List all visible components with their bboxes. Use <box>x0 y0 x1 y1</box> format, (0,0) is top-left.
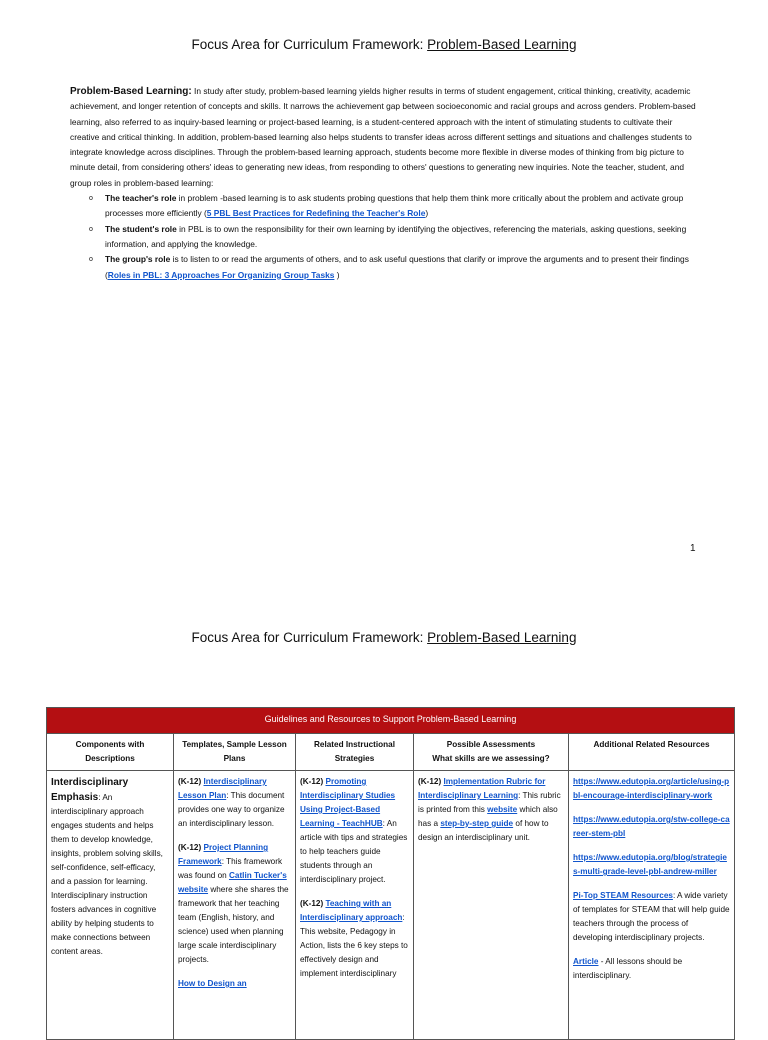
component-cell <box>47 771 174 1040</box>
resource-entry <box>573 813 730 841</box>
strategies-cell <box>296 771 414 1040</box>
pi-top-link[interactable]: Pi-Top STEAM Resources <box>573 891 673 900</box>
entry-text: : This rubric is printed from this <box>418 791 561 814</box>
title-topic: Problem-Based Learning <box>427 37 577 52</box>
intro-lead: Problem-Based Learning: <box>70 86 192 97</box>
component-title: Interdisciplinary Emphasis <box>51 777 129 803</box>
group-roles-link[interactable]: Roles in PBL: 3 Approaches For Organizing Group Tasks <box>107 269 335 280</box>
design-link[interactable]: How to Design an <box>178 979 247 988</box>
entry-text: : This website, Pedagogy in Action, lists the 6 key steps to effectively design and implement interdisciplinary <box>300 913 408 978</box>
page-title <box>0 37 768 52</box>
role-title: The student's role <box>105 223 177 234</box>
teacher-role-link[interactable]: 5 PBL Best Practices for Redefining the Teacher's Role <box>206 208 426 219</box>
role-after: ) <box>425 208 429 219</box>
edutopia-link-2[interactable]: https://www.edutopia.org/stw-college-career-stem-pbl <box>573 815 730 838</box>
entry-text: of how to design an interdisciplinary unit. <box>418 819 549 842</box>
teachhub-link[interactable]: Promoting Interdisciplinary Studies Using Project-Based Learning - TeachHUB <box>300 777 396 828</box>
entry-text: which also has a <box>418 805 558 828</box>
resources-cell <box>569 771 735 1040</box>
column-header: Templates, Sample Lesson Plans <box>174 734 296 771</box>
assessments-cell <box>414 771 569 1040</box>
edutopia-link-3[interactable]: https://www.edutopia.org/blog/strategies-multi-grade-level-pbl-andrew-miller <box>573 853 727 876</box>
resource-entry <box>573 775 730 803</box>
templates-cell <box>174 771 296 1040</box>
catlin-tucker-link[interactable]: Catlin Tucker's website <box>178 871 287 894</box>
strategy-entry <box>300 775 409 887</box>
intro-section <box>70 84 700 283</box>
role-after: ) <box>334 269 340 280</box>
role-list <box>70 191 700 283</box>
lesson-plan-link[interactable]: Interdisciplinary Lesson Plan <box>178 777 267 800</box>
role-title: The group's role <box>105 254 171 265</box>
resource-entry <box>573 955 730 983</box>
role-title: The teacher's role <box>105 193 177 204</box>
bullet-icon: o <box>89 256 93 264</box>
page-number: 1 <box>690 543 696 554</box>
role-text: in PBL is to own the responsibility for their own learning by identifying the objectives, referencing the materials, asking questions, seeking information, and applying the knowledge. <box>105 223 687 249</box>
component-text: : An interdisciplinary approach engages students and helps them to develop knowledge, insights, problem solving skills, self-confidence, self-efficacy, and a passion for learning. Interdisciplinary instruction fosters advances in cognitive ability by helping students to make connections between content areas. <box>51 793 163 956</box>
title-prefix: Focus Area for Curriculum Framework: <box>191 630 428 645</box>
list-item <box>70 191 700 222</box>
resource-entry <box>573 851 730 879</box>
website-link[interactable]: website <box>487 805 518 814</box>
table-row <box>47 771 735 1040</box>
page-title <box>0 630 768 645</box>
pedagogy-link[interactable]: Teaching with an Interdisciplinary approach <box>300 899 403 922</box>
column-header: Related Instructional Strategies <box>296 734 414 771</box>
table-banner: Guidelines and Resources to Support Problem-Based Learning <box>47 708 735 734</box>
strategy-entry <box>300 897 409 981</box>
bullet-icon: o <box>89 195 93 203</box>
role-text: is to listen to or read the arguments of others, and to ask useful questions that clarify or improve the arguments and to present their findings ( <box>105 254 689 280</box>
column-header: Components with Descriptions <box>47 734 174 771</box>
title-topic: Problem-Based Learning <box>427 630 577 645</box>
rubric-link[interactable]: Implementation Rubric for Interdisciplinary Learning <box>418 777 546 800</box>
list-item <box>70 222 700 253</box>
entry-text: : A wide variety of templates for STEAM that will help guide teachers through the process of developing interdisciplinary projects. <box>573 891 730 942</box>
intro-body: In study after study, problem-based learning yields higher results in terms of student engagement, critical thinking, creativity, academic achievement, and longer retention of concepts and skills. It narrows the achievement gap between socioeconomic and racial groups and across genders. Problem-based learning, also referred to as inquiry-based learning or project-based learning, is a student-centered approach with the intent of stimulating students to cultivate their creative and critical thinking. In addition, problem-based learning also helps students to transfer ideas across different settings and situations and challenges students to integrate knowledge across disciplines. Through the problem-based learning approach, students become more flexible in diverse modes of thinking from big picture to minute detail, from considering others' ideas to generating new ideas, from responding to others' questions to generating new inquiries. Note the teacher, student, and group roles in problem-based learning: <box>70 86 696 188</box>
role-text: in problem -based learning is to ask students probing questions that help them think more critically about the problem and activate group processes more efficiently ( <box>105 193 684 219</box>
entry-text: - All lessons should be interdisciplinary. <box>573 957 683 980</box>
edutopia-link-1[interactable]: https://www.edutopia.org/article/using-pbl-encourage-interdisciplinary-work <box>573 777 730 800</box>
grade-tag: (K-12) <box>300 899 326 908</box>
entry-text: : An article with tips and strategies to help teachers guide students through an interdisciplinary project. <box>300 819 408 884</box>
column-header-line: Possible Assessments <box>446 740 536 749</box>
grade-tag: (K-12) <box>178 777 204 786</box>
grade-tag: (K-12) <box>300 777 326 786</box>
resource-table <box>46 707 735 1040</box>
entry-text: : This framework was found on <box>178 857 283 880</box>
template-entry <box>178 775 291 831</box>
template-entry <box>178 977 291 991</box>
resource-entry <box>573 889 730 945</box>
project-framework-link[interactable]: Project Planning Framework <box>178 843 269 866</box>
step-guide-link[interactable]: step-by-step guide <box>440 819 514 828</box>
entry-text: : This document provides one way to organize an interdisciplinary lesson. <box>178 791 285 828</box>
list-item <box>70 252 700 283</box>
grade-tag: (K-12) <box>178 843 204 852</box>
column-header-line: What skills are we assessing? <box>432 754 550 763</box>
column-header <box>414 734 569 771</box>
grade-tag: (K-12) <box>418 777 444 786</box>
column-header: Additional Related Resources <box>569 734 735 771</box>
article-link[interactable]: Article <box>573 957 599 966</box>
intro-paragraph <box>70 84 700 191</box>
template-entry <box>178 841 291 967</box>
title-prefix: Focus Area for Curriculum Framework: <box>191 37 428 52</box>
entry-text: where she shares the framework that her teaching team (English, history, and science) used when planning large scale interdisciplinary projects. <box>178 885 289 964</box>
bullet-icon: o <box>89 225 93 233</box>
